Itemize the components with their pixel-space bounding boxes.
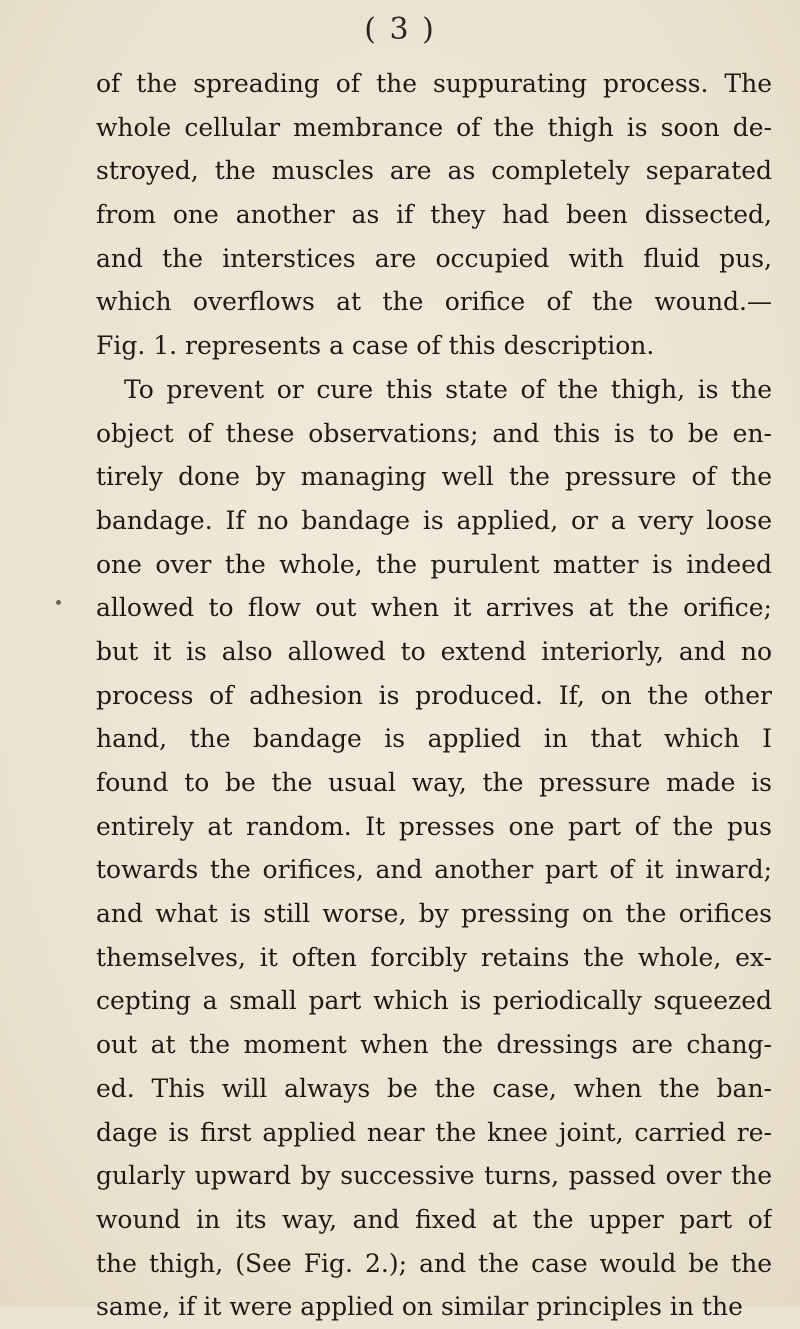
text-line: but it is also allowed to extend interiorly, and no: [96, 636, 772, 666]
text-line: one over the whole, the purulent matter is indeed: [96, 549, 772, 579]
text-line: tirely done by managing well the pressure of the: [96, 462, 772, 492]
text-line: and what is still worse, by pressing on the orifices: [96, 899, 772, 929]
page-number: ( 3 ): [364, 12, 436, 47]
text-line: same, if it were applied on similar principles in the: [96, 1292, 743, 1322]
text-line: cepting a small part which is periodically squeezed: [96, 986, 772, 1016]
margin-ink-speck: [56, 600, 61, 605]
text-line: which overflows at the orifice of the wound.—: [96, 287, 772, 317]
text-line: stroyed, the muscles are as completely separated: [96, 156, 772, 186]
text-line: out at the moment when the dressings are chang-: [96, 1030, 772, 1060]
body-text: [96, 62, 772, 1329]
text-line: found to be the usual way, the pressure made is: [96, 768, 772, 797]
text-line: ed. This will always be the case, when the ban-: [96, 1073, 772, 1103]
text-line: entirely at random. It presses one part of the pus: [96, 811, 772, 841]
text-line: bandage. If no bandage is applied, or a very loose: [96, 505, 772, 535]
text-line: towards the orifices, and another part of it inward;: [96, 855, 772, 885]
text-line: of the spreading of the suppurating process. The: [96, 69, 772, 98]
text-line: hand, the bandage is applied in that which I: [96, 724, 772, 754]
text-line: allowed to flow out when it arrives at the orifice;: [96, 593, 772, 623]
text-line: dage is first applied near the knee joint, carried re-: [96, 1117, 772, 1147]
text-line: process of adhesion is produced. If, on the other: [96, 680, 772, 710]
text-line: themselves, it often forcibly retains the whole, ex-: [96, 942, 772, 972]
text-line: wound in its way, and fixed at the upper part of: [96, 1204, 772, 1234]
text-line: To prevent or cure this state of the thigh, is the: [124, 374, 772, 404]
text-line: whole cellular membrance of the thigh is soon de-: [96, 112, 772, 142]
text-line: and the interstices are occupied with fluid pus,: [96, 243, 772, 273]
text-line: Fig. 1. represents a case of this description.: [96, 331, 655, 361]
text-line: object of these observations; and this is to be en-: [96, 418, 772, 448]
text-line: from one another as if they had been dissected,: [96, 200, 772, 230]
text-line: gularly upward by successive turns, passed over the: [96, 1161, 772, 1191]
text-line: the thigh, (See Fig. 2.); and the case would be the: [96, 1248, 772, 1278]
